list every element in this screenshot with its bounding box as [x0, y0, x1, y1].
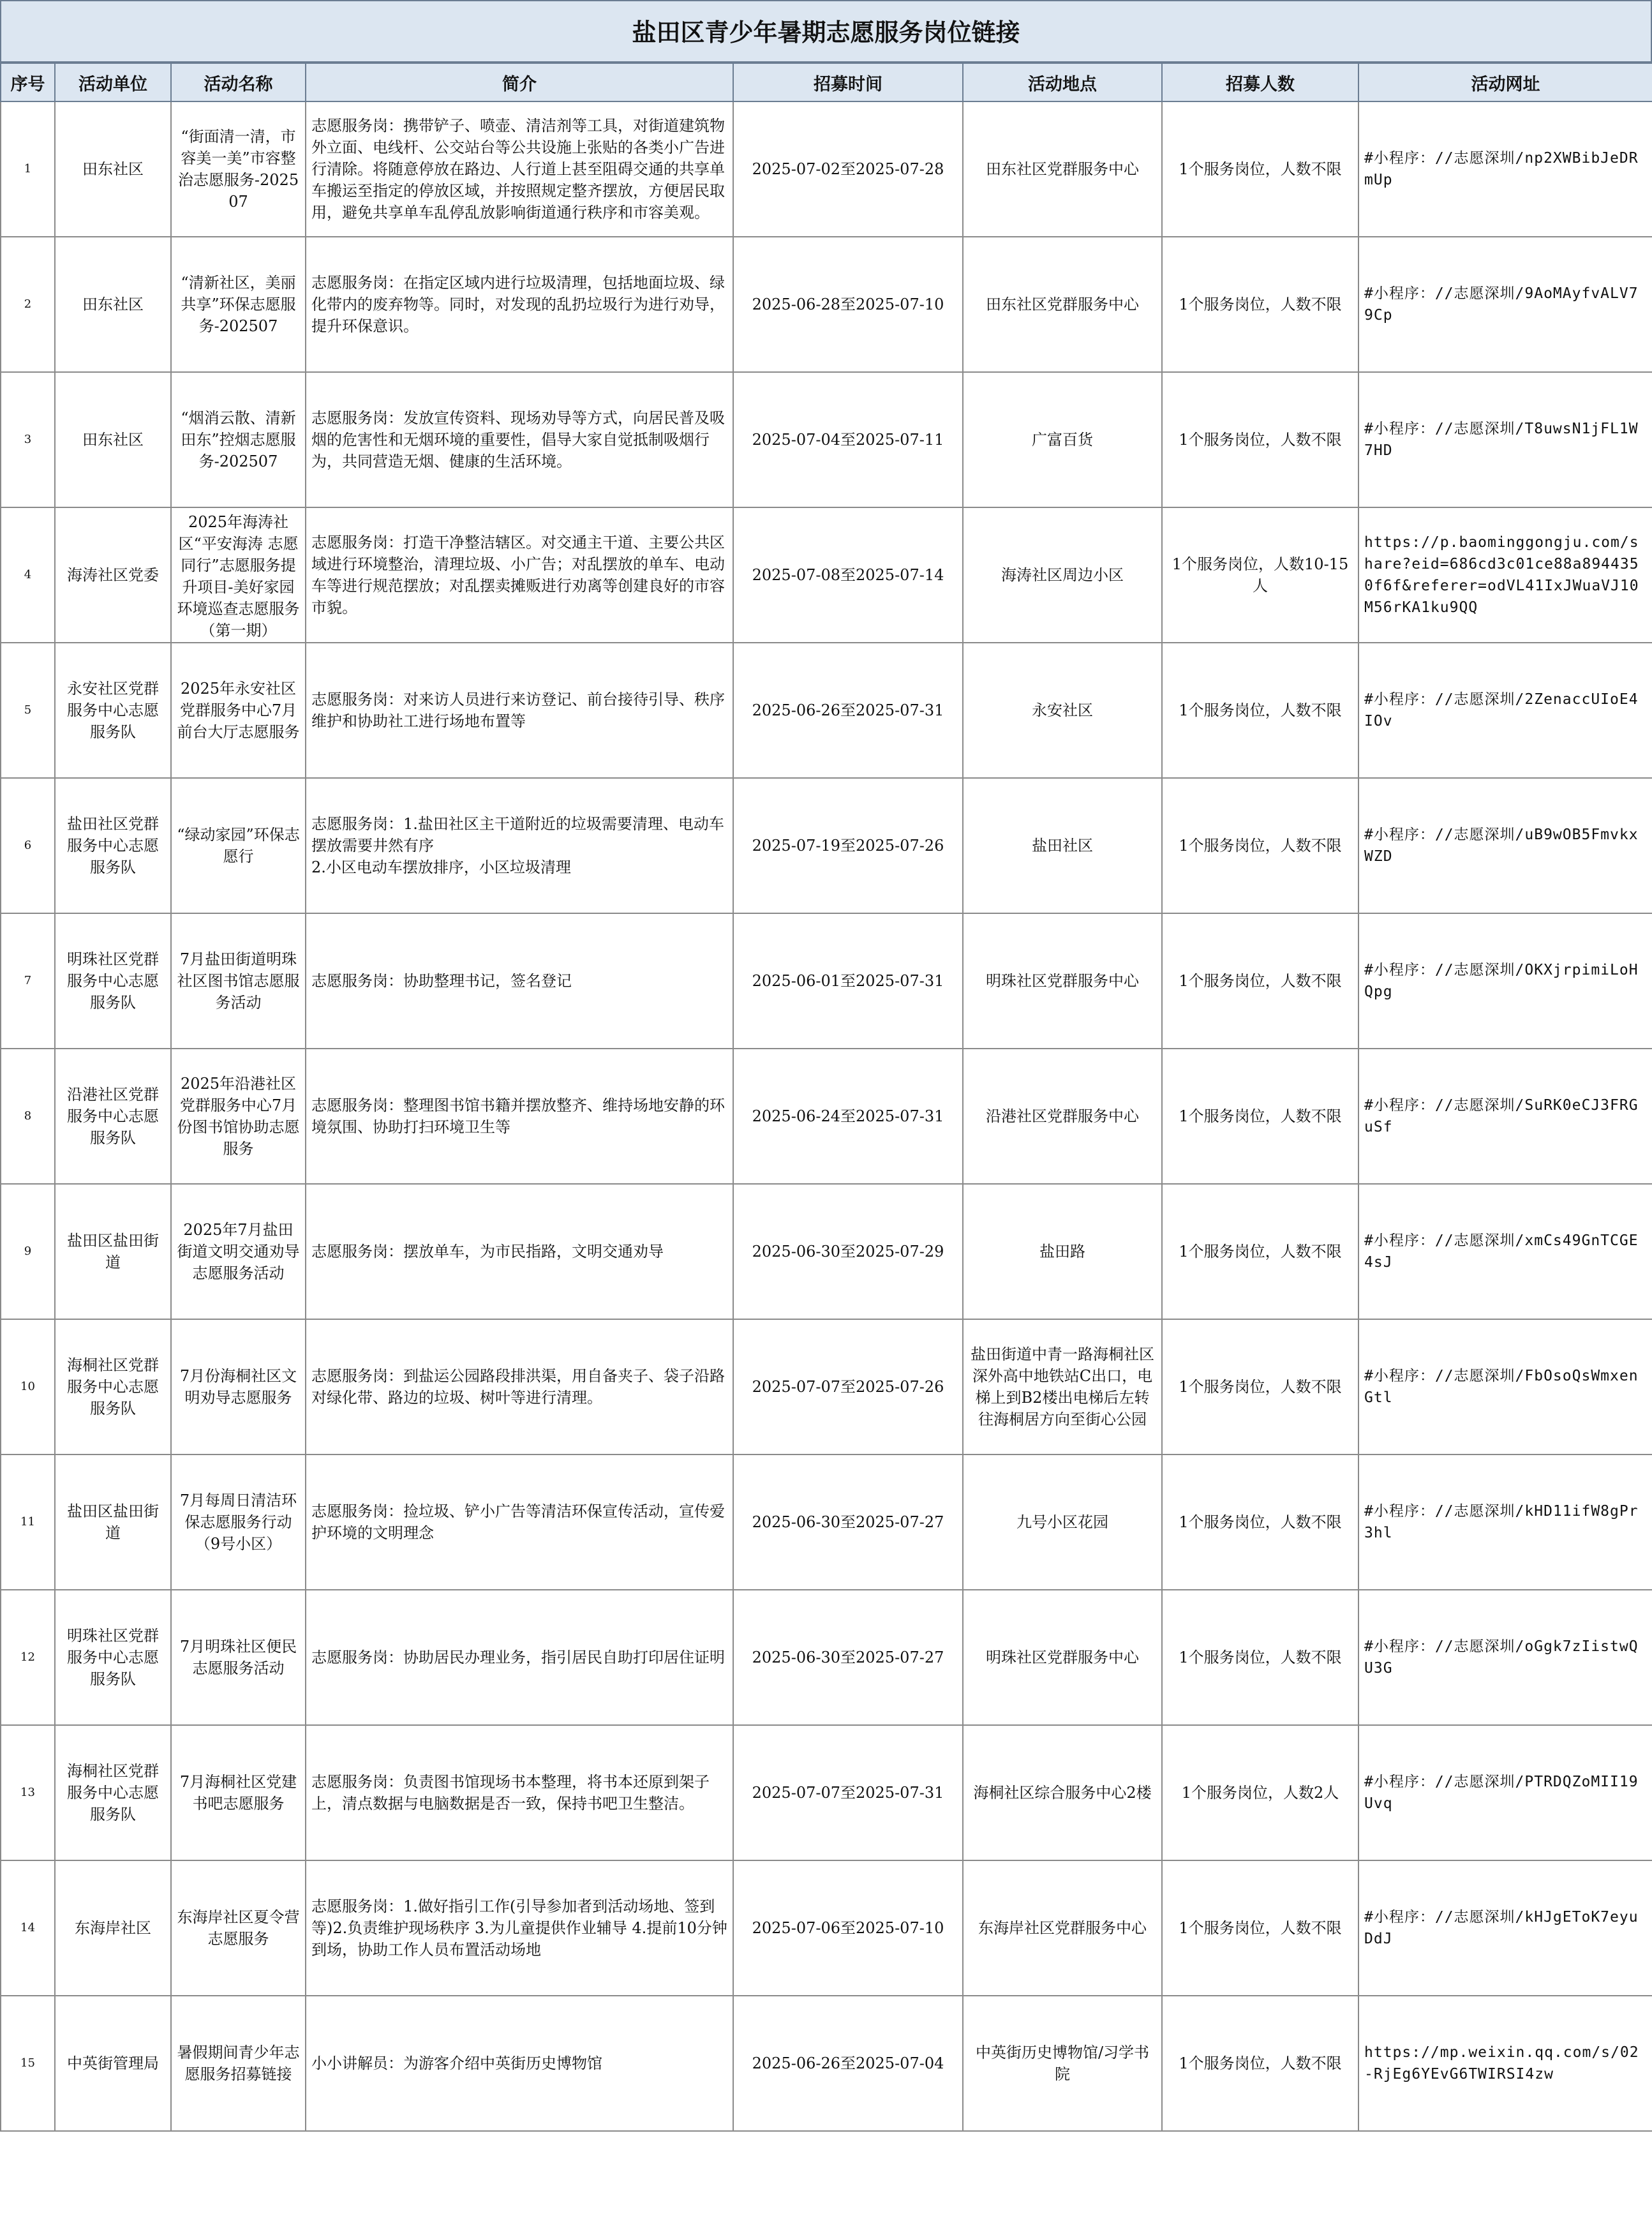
cell-place[interactable] [963, 1996, 1162, 2131]
cell-time[interactable] [733, 1184, 963, 1319]
cell-url-text: #小程序：//志愿深圳/PTRDQZoMII19Uvq [1364, 1774, 1639, 1812]
cell-seq-text: 13 [20, 1786, 35, 1799]
cell-place[interactable] [963, 1590, 1162, 1725]
cell-place-text: 海涛社区周边小区 [1001, 566, 1124, 584]
cell-place-text: 田东社区党群服务中心 [986, 295, 1139, 313]
cell-desc-text: 志愿服务岗：1.盐田社区主干道附近的垃圾需要清理、电动车摆放需要井然有序 2.小区电动车摆放排序，小区垃圾清理 [311, 815, 724, 876]
cell-place[interactable] [963, 643, 1162, 778]
cell-url-text: #小程序：//志愿深圳/np2XWBibJeDRmUp [1364, 150, 1639, 188]
cell-count[interactable] [1162, 913, 1358, 1049]
cell-place[interactable] [963, 101, 1162, 237]
header-place[interactable]: 活动地点 [963, 63, 1162, 101]
cell-name-text: 7月海桐社区党建书吧志愿服务 [179, 1773, 297, 1813]
cell-unit-text: 明珠社区党群服务中心志愿服务队 [67, 1627, 159, 1688]
cell-desc-text: 志愿服务岗：发放宣传资料、现场劝导等方式，向居民普及吸烟的危害性和无烟环境的重要性，倡导大家自觉抵制吸烟行为，共同营造无烟、健康的生活环境。 [311, 409, 725, 470]
header-count[interactable]: 招募人数 [1162, 63, 1358, 101]
cell-unit[interactable] [55, 101, 171, 237]
cell-desc[interactable] [306, 913, 733, 1049]
cell-desc[interactable] [306, 237, 733, 372]
cell-seq[interactable] [1, 1590, 55, 1725]
cell-unit[interactable] [55, 1590, 171, 1725]
cell-name[interactable] [171, 1590, 306, 1725]
cell-name-text: 2025年7月盐田街道文明交通劝导志愿服务活动 [177, 1221, 300, 1282]
cell-time[interactable] [733, 372, 963, 507]
cell-seq[interactable] [1, 643, 55, 778]
cell-url[interactable] [1358, 372, 1652, 507]
sheet-title: 盐田区青少年暑期志愿服务岗位链接 [0, 0, 1652, 63]
table-row [1, 1184, 1652, 1319]
cell-url-text: https://p.baominggongju.com/share?eid=686cd3c01ce88a8944350f6f&referer=odVL41IxJWuaVJ10M56rKA1ku9QQ [1364, 534, 1639, 616]
cell-unit-text: 明珠社区党群服务中心志愿服务队 [67, 950, 159, 1012]
cell-count[interactable] [1162, 1590, 1358, 1725]
cell-name[interactable] [171, 1725, 306, 1860]
cell-time-text: 2025-07-02至2025-07-28 [752, 160, 944, 178]
cell-place-text: 沿港社区党群服务中心 [986, 1107, 1139, 1125]
cell-name[interactable] [171, 778, 306, 913]
cell-seq-text: 8 [24, 1109, 32, 1123]
cell-desc-text: 志愿服务岗：对来访人员进行来访登记、前台接待引导、秩序维护和协助社工进行场地布置等 [311, 691, 725, 730]
table-body [1, 101, 1652, 2131]
cell-seq[interactable] [1, 1860, 55, 1996]
cell-place-text: 盐田社区 [1032, 837, 1093, 855]
cell-desc-text: 志愿服务岗：捡垃圾、铲小广告等清洁环保宣传活动，宣传爱护环境的文明理念 [311, 1502, 725, 1542]
cell-time-text: 2025-07-19至2025-07-26 [752, 837, 944, 855]
cell-name-text: 7月每周日清洁环保志愿服务行动（9号小区） [179, 1492, 297, 1553]
header-url[interactable]: 活动网址 [1358, 63, 1652, 101]
cell-desc-text: 志愿服务岗：到盐运公园路段排洪渠，用自备夹子、袋子沿路对绿化带、路边的垃圾、树叶等进行清理。 [311, 1367, 725, 1407]
cell-time[interactable] [733, 1454, 963, 1590]
cell-count[interactable] [1162, 643, 1358, 778]
cell-name-text: 东海岸社区夏令营志愿服务 [177, 1908, 300, 1948]
cell-url-text: #小程序：//志愿深圳/9AoMAyfvALV79Cp [1364, 285, 1639, 324]
cell-seq[interactable] [1, 913, 55, 1049]
cell-seq-text: 4 [24, 568, 32, 581]
cell-unit-text: 东海岸社区 [75, 1919, 151, 1937]
cell-desc[interactable] [306, 1184, 733, 1319]
cell-time[interactable] [733, 1590, 963, 1725]
cell-count[interactable] [1162, 101, 1358, 237]
cell-desc-text: 志愿服务岗：1.做好指引工作(引导参加者到活动场地、签到等)2.负责维护现场秩序 3.为儿童提供作业辅导 4.提前10分钟到场，协助工作人员布置活动场地 [311, 1897, 727, 1959]
cell-unit-text: 海桐社区党群服务中心志愿服务队 [67, 1356, 159, 1417]
cell-time-text: 2025-06-30至2025-07-27 [752, 1649, 944, 1666]
cell-url-text: #小程序：//志愿深圳/OKXjrpimiLoHQpg [1364, 962, 1639, 1000]
cell-name-text: 2025年海涛社区“平安海涛 志愿同行”志愿服务提升项目-美好家园环境巡查志愿服务（第一期） [177, 513, 300, 639]
cell-url[interactable] [1358, 1184, 1652, 1319]
cell-unit[interactable] [55, 372, 171, 507]
cell-desc-text: 志愿服务岗：负责图书馆现场书本整理，将书本还原到架子上，清点数据与电脑数据是否一致，保持书吧卫生整洁。 [311, 1773, 710, 1813]
table-row [1, 1590, 1652, 1725]
cell-seq-text: 12 [20, 1650, 35, 1664]
cell-name[interactable] [171, 1184, 306, 1319]
header-seq[interactable]: 序号 [1, 63, 55, 101]
cell-unit-text: 海桐社区党群服务中心志愿服务队 [67, 1762, 159, 1823]
cell-count-text: 1个服务岗位，人数不限 [1179, 2054, 1342, 2072]
cell-url-text: #小程序：//志愿深圳/2ZenaccUIoE4IOv [1364, 691, 1639, 729]
cell-count[interactable] [1162, 1996, 1358, 2131]
cell-place[interactable] [963, 1454, 1162, 1590]
table-row [1, 1049, 1652, 1184]
cell-url[interactable] [1358, 1725, 1652, 1860]
cell-count-text: 1个服务岗位，人数不限 [1179, 1378, 1342, 1396]
cell-desc[interactable] [306, 1049, 733, 1184]
cell-count-text: 1个服务岗位，人数不限 [1179, 431, 1342, 449]
cell-seq[interactable] [1, 1319, 55, 1454]
cell-url[interactable] [1358, 101, 1652, 237]
cell-seq-text: 6 [24, 839, 32, 852]
header-row [1, 63, 1652, 101]
cell-unit-text: 盐田区盐田街道 [67, 1232, 159, 1271]
cell-count-text: 1个服务岗位，人数10-15人 [1172, 555, 1349, 595]
cell-place-text: 盐田路 [1039, 1243, 1085, 1260]
cell-time[interactable] [733, 1049, 963, 1184]
cell-time-text: 2025-06-30至2025-07-27 [752, 1513, 944, 1531]
cell-url[interactable] [1358, 507, 1652, 643]
cell-name-text: “烟消云散、清新田东”控烟志愿服务-202507 [181, 409, 296, 470]
cell-url[interactable] [1358, 1454, 1652, 1590]
table-row [1, 237, 1652, 372]
cell-name[interactable] [171, 1049, 306, 1184]
cell-seq[interactable] [1, 101, 55, 237]
cell-desc[interactable] [306, 1319, 733, 1454]
cell-unit[interactable] [55, 778, 171, 913]
cell-time[interactable] [733, 1725, 963, 1860]
cell-name[interactable] [171, 1454, 306, 1590]
cell-time-text: 2025-07-06至2025-07-10 [752, 1919, 944, 1937]
cell-place-text: 明珠社区党群服务中心 [986, 972, 1139, 990]
cell-seq-text: 7 [24, 974, 32, 987]
cell-name[interactable] [171, 643, 306, 778]
cell-place[interactable] [963, 1319, 1162, 1454]
cell-desc-text: 志愿服务岗：在指定区域内进行垃圾清理，包括地面垃圾、绿化带内的废弃物等。同时，对发现的乱扔垃圾行为进行劝导，提升环保意识。 [311, 274, 725, 335]
table-row [1, 1860, 1652, 1996]
cell-name-text: “绿动家园”环保志愿行 [177, 826, 300, 865]
cell-count[interactable] [1162, 1725, 1358, 1860]
cell-time[interactable] [733, 1860, 963, 1996]
cell-name[interactable] [171, 1860, 306, 1996]
cell-url-text: #小程序：//志愿深圳/xmCs49GnTCGE4sJ [1364, 1232, 1639, 1271]
cell-place-text: 永安社区 [1032, 701, 1093, 719]
cell-name[interactable] [171, 1319, 306, 1454]
cell-desc[interactable] [306, 1590, 733, 1725]
cell-name-text: 7月明珠社区便民志愿服务活动 [179, 1638, 297, 1677]
cell-place[interactable] [963, 1725, 1162, 1860]
cell-seq[interactable] [1, 1454, 55, 1590]
cell-count-text: 1个服务岗位，人数不限 [1179, 1513, 1342, 1531]
cell-place[interactable] [963, 1860, 1162, 1996]
cell-desc-text: 志愿服务岗：打造干净整洁辖区。对交通主干道、主要公共区域进行环境整治，清理垃圾、小广告；对乱摆放的单车、电动车等进行规范摆放；对乱摆卖摊贩进行劝离等创建良好的市容市貌。 [311, 534, 725, 617]
cell-count-text: 1个服务岗位，人数不限 [1179, 1649, 1342, 1666]
cell-seq[interactable] [1, 778, 55, 913]
cell-place-text: 明珠社区党群服务中心 [986, 1649, 1139, 1666]
cell-desc-text: 志愿服务岗：携带铲子、喷壶、清洁剂等工具，对街道建筑物外立面、电线杆、公交站台等公共设施上张贴的各类小广告进行清除。将随意停放在路边、人行道上甚至阻碍交通的共享单车搬运至指定的停放区域，并按照规定整齐摆放，方便居民取用，避免共享单车乱停乱放影响街道通行秩序和市容美观。 [311, 117, 725, 221]
cell-place-text: 盐田街道中青一路海桐社区深外高中地铁站C出口，电梯上到B2楼出电梯后左转往海桐居方向至街心公园 [971, 1345, 1154, 1428]
cell-url-text: #小程序：//志愿深圳/SuRK0eCJ3FRGuSf [1364, 1097, 1639, 1135]
cell-seq[interactable] [1, 1996, 55, 2131]
cell-url[interactable] [1358, 1996, 1652, 2131]
cell-unit[interactable] [55, 1184, 171, 1319]
cell-place-text: 广富百货 [1032, 431, 1093, 449]
cell-place[interactable] [963, 507, 1162, 643]
cell-name[interactable] [171, 507, 306, 643]
cell-name-text: “清新社区，美丽共享”环保志愿服务-202507 [181, 274, 296, 335]
cell-url[interactable] [1358, 1860, 1652, 1996]
cell-unit[interactable] [55, 1725, 171, 1860]
cell-time-text: 2025-07-08至2025-07-14 [752, 566, 944, 584]
cell-time-text: 2025-06-28至2025-07-10 [752, 295, 944, 313]
cell-count-text: 1个服务岗位，人数不限 [1179, 837, 1342, 855]
cell-time-text: 2025-06-01至2025-07-31 [752, 972, 944, 990]
cell-desc-text: 志愿服务岗：协助整理书记，签名登记 [311, 972, 572, 990]
cell-desc[interactable] [306, 778, 733, 913]
cell-place[interactable] [963, 372, 1162, 507]
cell-unit[interactable] [55, 507, 171, 643]
cell-place-text: 九号小区花园 [1016, 1513, 1108, 1531]
cell-name-text: 7月份海桐社区文明劝导志愿服务 [179, 1367, 297, 1407]
table-row [1, 1454, 1652, 1590]
cell-desc-text: 志愿服务岗：整理图书馆书籍并摆放整齐、维持场地安静的环境氛围、协助打扫环境卫生等 [311, 1096, 725, 1136]
cell-count-text: 1个服务岗位，人数不限 [1179, 160, 1342, 178]
cell-desc[interactable] [306, 1725, 733, 1860]
cell-name[interactable] [171, 101, 306, 237]
cell-desc[interactable] [306, 643, 733, 778]
cell-url[interactable] [1358, 237, 1652, 372]
cell-unit[interactable] [55, 1049, 171, 1184]
cell-url-text: #小程序：//志愿深圳/kHJgEToK7eyuDdJ [1364, 1909, 1639, 1947]
cell-seq-text: 14 [20, 1921, 35, 1934]
cell-count-text: 1个服务岗位，人数不限 [1179, 972, 1342, 990]
cell-name[interactable] [171, 237, 306, 372]
cell-unit-text: 盐田社区党群服务中心志愿服务队 [67, 815, 159, 876]
cell-unit-text: 中英街管理局 [67, 2054, 159, 2072]
table-row [1, 101, 1652, 237]
cell-unit[interactable] [55, 913, 171, 1049]
cell-time[interactable] [733, 101, 963, 237]
cell-name-text: “街面清一清，市容美一美”市容整治志愿服务-202507 [177, 128, 299, 211]
cell-seq-text: 11 [20, 1515, 35, 1529]
cell-name[interactable] [171, 913, 306, 1049]
table-row [1, 1319, 1652, 1454]
header-time[interactable]: 招募时间 [733, 63, 963, 101]
cell-count-text: 1个服务岗位，人数不限 [1179, 1919, 1342, 1937]
table-row [1, 1725, 1652, 1860]
cell-time[interactable] [733, 1319, 963, 1454]
cell-count[interactable] [1162, 372, 1358, 507]
cell-unit[interactable] [55, 1860, 171, 1996]
cell-count[interactable] [1162, 507, 1358, 643]
cell-url-text: #小程序：//志愿深圳/kHD11ifW8gPr3hl [1364, 1503, 1639, 1541]
cell-desc-text: 志愿服务岗：协助居民办理业务，指引居民自助打印居住证明 [311, 1649, 725, 1666]
cell-seq[interactable] [1, 372, 55, 507]
cell-place[interactable] [963, 1049, 1162, 1184]
cell-desc-text: 小小讲解员：为游客介绍中英街历史博物馆 [311, 2054, 602, 2072]
cell-count-text: 1个服务岗位，人数不限 [1179, 1107, 1342, 1125]
cell-seq-text: 5 [24, 703, 32, 717]
cell-count-text: 1个服务岗位，人数不限 [1179, 295, 1342, 313]
cell-time-text: 2025-06-26至2025-07-31 [752, 701, 944, 719]
cell-place-text: 东海岸社区党群服务中心 [978, 1919, 1147, 1937]
cell-url-text: #小程序：//志愿深圳/T8uwsN1jFL1W7HD [1364, 421, 1639, 459]
cell-name-text: 2025年沿港社区党群服务中心7月份图书馆协助志愿服务 [177, 1075, 300, 1158]
cell-seq-text: 9 [24, 1245, 32, 1258]
table-row [1, 507, 1652, 643]
cell-count[interactable] [1162, 1049, 1358, 1184]
cell-name[interactable] [171, 372, 306, 507]
cell-count-text: 1个服务岗位，人数不限 [1179, 1243, 1342, 1260]
cell-seq[interactable] [1, 1049, 55, 1184]
cell-place-text: 田东社区党群服务中心 [986, 160, 1139, 178]
cell-time[interactable] [733, 507, 963, 643]
cell-count-text: 1个服务岗位，人数不限 [1179, 701, 1342, 719]
header-desc[interactable]: 简介 [306, 63, 733, 101]
cell-url-text: #小程序：//志愿深圳/FbOsoQsWmxenGtl [1364, 1368, 1639, 1406]
table-row [1, 1996, 1652, 2131]
cell-unit-text: 田东社区 [82, 295, 144, 313]
header-name[interactable]: 活动名称 [171, 63, 306, 101]
cell-desc[interactable] [306, 507, 733, 643]
cell-seq-text: 10 [20, 1380, 35, 1393]
cell-place[interactable] [963, 237, 1162, 372]
table-row [1, 372, 1652, 507]
cell-place[interactable] [963, 1184, 1162, 1319]
cell-unit-text: 田东社区 [82, 431, 144, 449]
cell-desc[interactable] [306, 1860, 733, 1996]
cell-count-text: 1个服务岗位，人数2人 [1181, 1784, 1339, 1802]
cell-time[interactable] [733, 778, 963, 913]
cell-time-text: 2025-06-24至2025-07-31 [752, 1107, 944, 1125]
cell-seq[interactable] [1, 237, 55, 372]
cell-place[interactable] [963, 913, 1162, 1049]
cell-url-text: #小程序：//志愿深圳/oGgk7zIistwQU3G [1364, 1638, 1639, 1677]
cell-place-text: 中英街历史博物馆/习学书院 [975, 2044, 1150, 2083]
cell-seq[interactable] [1, 1725, 55, 1860]
cell-seq[interactable] [1, 1184, 55, 1319]
cell-time-text: 2025-06-30至2025-07-29 [752, 1243, 944, 1260]
cell-unit[interactable] [55, 237, 171, 372]
cell-name-text: 2025年永安社区党群服务中心7月前台大厅志愿服务 [177, 680, 300, 741]
cell-url[interactable] [1358, 643, 1652, 778]
cell-count[interactable] [1162, 1454, 1358, 1590]
cell-unit[interactable] [55, 643, 171, 778]
cell-desc[interactable] [306, 101, 733, 237]
cell-seq-text: 3 [24, 433, 32, 446]
cell-time[interactable] [733, 913, 963, 1049]
cell-name[interactable] [171, 1996, 306, 2131]
cell-unit[interactable] [55, 1996, 171, 2131]
cell-time-text: 2025-06-26至2025-07-04 [752, 2054, 944, 2072]
cell-count[interactable] [1162, 237, 1358, 372]
volunteer-table [0, 63, 1652, 2132]
cell-unit[interactable] [55, 1319, 171, 1454]
header-unit[interactable]: 活动单位 [55, 63, 171, 101]
cell-unit-text: 永安社区党群服务中心志愿服务队 [67, 680, 159, 741]
cell-url[interactable] [1358, 913, 1652, 1049]
cell-place-text: 海桐社区综合服务中心2楼 [973, 1784, 1152, 1802]
cell-seq[interactable] [1, 507, 55, 643]
cell-time-text: 2025-07-07至2025-07-26 [752, 1378, 944, 1396]
table-row [1, 913, 1652, 1049]
cell-time[interactable] [733, 643, 963, 778]
cell-url[interactable] [1358, 1319, 1652, 1454]
cell-time[interactable] [733, 1996, 963, 2131]
cell-seq-text: 2 [24, 297, 32, 311]
cell-time[interactable] [733, 237, 963, 372]
cell-count[interactable] [1162, 1184, 1358, 1319]
cell-desc-text: 志愿服务岗：摆放单车，为市民指路，文明交通劝导 [311, 1243, 664, 1260]
cell-unit-text: 田东社区 [82, 160, 144, 178]
cell-seq-text: 15 [20, 2056, 35, 2070]
cell-desc[interactable] [306, 1996, 733, 2131]
cell-desc[interactable] [306, 372, 733, 507]
cell-desc[interactable] [306, 1454, 733, 1590]
cell-count[interactable] [1162, 778, 1358, 913]
table-row [1, 643, 1652, 778]
cell-time-text: 2025-07-04至2025-07-11 [752, 431, 944, 449]
cell-unit-text: 盐田区盐田街道 [67, 1502, 159, 1542]
cell-time-text: 2025-07-07至2025-07-31 [752, 1784, 944, 1802]
cell-unit-text: 沿港社区党群服务中心志愿服务队 [67, 1086, 159, 1147]
cell-url-text: #小程序：//志愿深圳/uB9wOB5FmvkxWZD [1364, 826, 1639, 865]
cell-url-text: https://mp.weixin.qq.com/s/02-RjEg6YEvG6TWIRSI4zw [1364, 2044, 1639, 2083]
cell-url[interactable] [1358, 1590, 1652, 1725]
cell-name-text: 暑假期间青少年志愿服务招募链接 [177, 2044, 300, 2083]
cell-count[interactable] [1162, 1860, 1358, 1996]
cell-seq-text: 1 [24, 162, 32, 176]
cell-count[interactable] [1162, 1319, 1358, 1454]
cell-place[interactable] [963, 778, 1162, 913]
cell-name-text: 7月盐田街道明珠社区图书馆志愿服务活动 [177, 950, 300, 1012]
cell-unit-text: 海涛社区党委 [67, 566, 159, 584]
table-row [1, 778, 1652, 913]
cell-url[interactable] [1358, 1049, 1652, 1184]
cell-unit[interactable] [55, 1454, 171, 1590]
cell-url[interactable] [1358, 778, 1652, 913]
